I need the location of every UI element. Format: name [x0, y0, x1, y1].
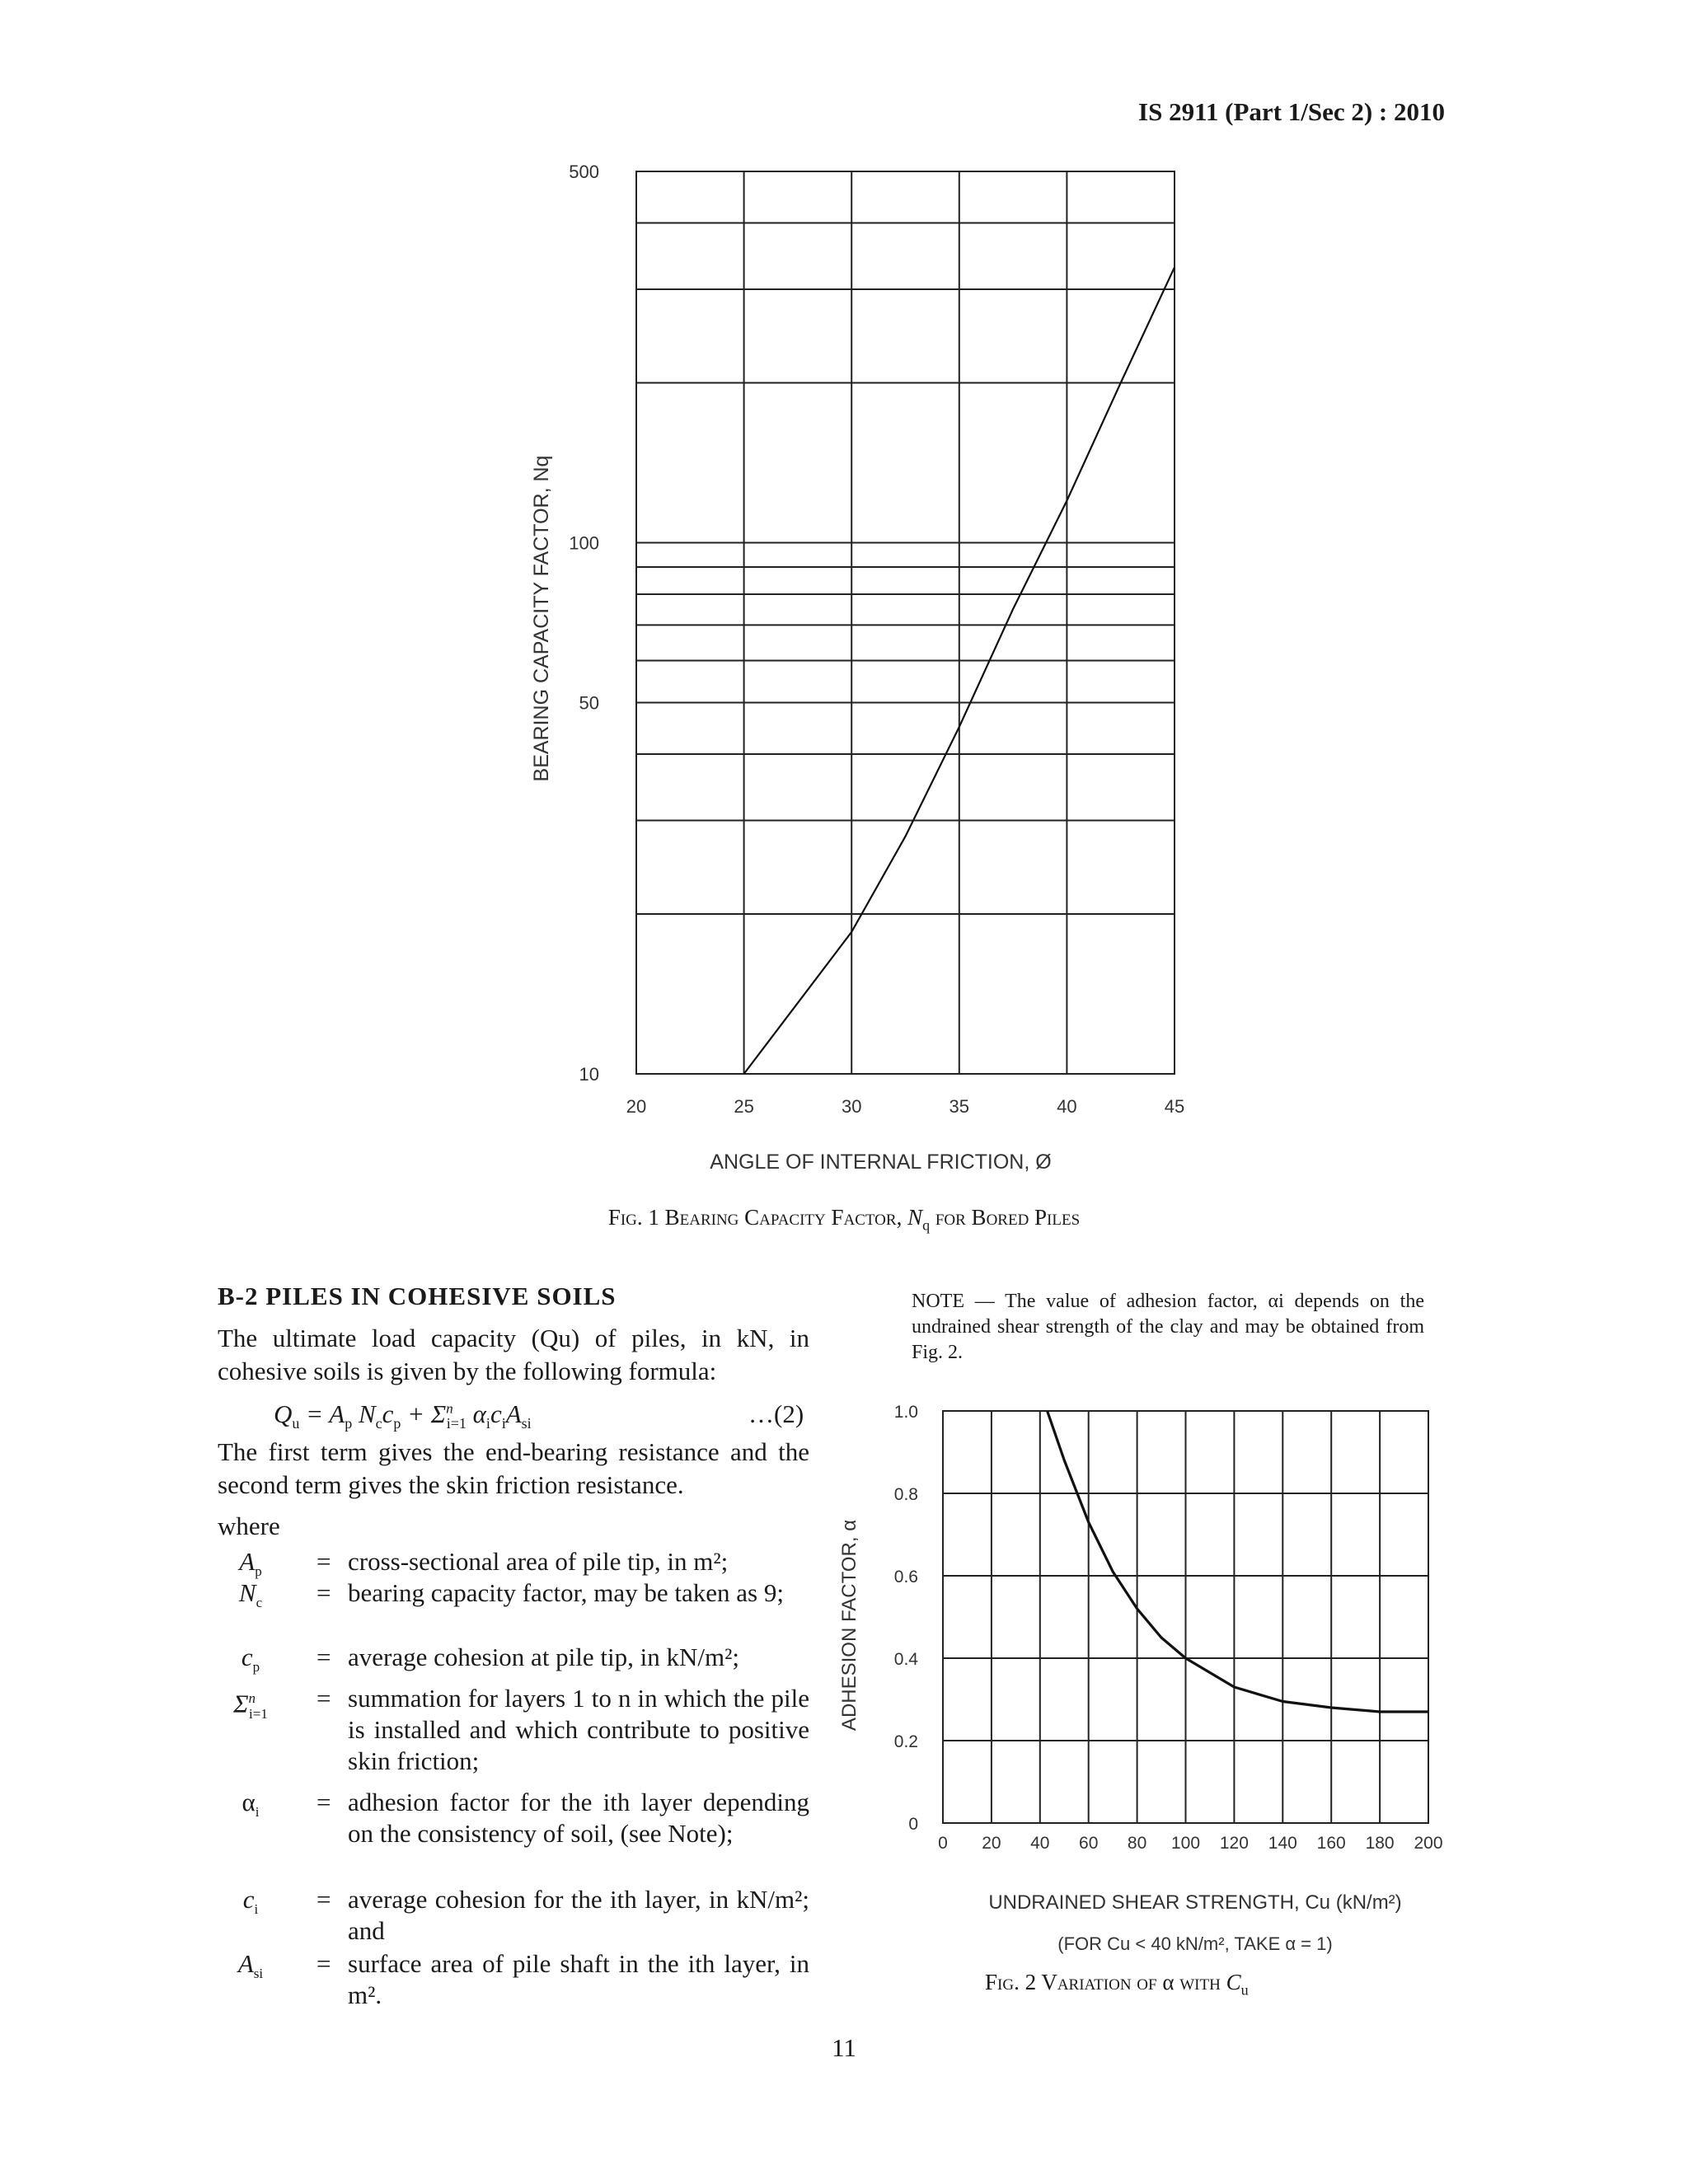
x-tick-label: 180: [1365, 1834, 1395, 1853]
x-tick-label: 45: [1164, 1096, 1185, 1117]
x-tick-label: 40: [1030, 1834, 1050, 1853]
definition-asi: $A_{si}$ = surface area of pile shaft in the ith layer, in m².: [218, 1948, 809, 2011]
definition-summation: $\Sigma^n_{i=1}$ = summation for layers 1 to n in which the pile is installed and which contribute to positive skin friction;: [218, 1683, 809, 1779]
x-tick-label: 35: [949, 1096, 970, 1117]
symbol-cp: $c_p$: [241, 1643, 260, 1675]
x-tick-label: 160: [1316, 1834, 1346, 1853]
x-tick-label: 100: [1170, 1834, 1201, 1853]
y-tick-label: 0.2: [893, 1732, 918, 1751]
definition-text: summation for layers 1 to n in which the pile is installed and which contribute to positive skin friction;: [348, 1684, 809, 1775]
x-axis-note: (FOR Cu < 40 kN/m², TAKE α = 1): [1057, 1933, 1333, 1954]
x-tick-label: 40: [1057, 1096, 1077, 1117]
section-heading: B-2 PILES IN COHESIVE SOILS: [218, 1282, 617, 1310]
bearing-capacity-chart: [511, 148, 1220, 1203]
y-tick-label: 50: [579, 692, 599, 714]
x-tick-label: 25: [734, 1096, 754, 1117]
y-tick-label: 0.6: [893, 1568, 918, 1586]
symbol-asi: $A_{si}$: [237, 1949, 264, 1982]
figure-2-caption: [985, 1970, 1249, 1999]
x-tick-label: 20: [626, 1096, 647, 1117]
symbol-summation: $\Sigma^n_{i=1}$: [233, 1689, 268, 1722]
y-tick-label: 500: [569, 162, 599, 182]
definition-alpha: $\alpha_i$ = adhesion factor for the ith layer depending on the consistency of soil, (see Note);: [218, 1787, 809, 1882]
fig1-caption-suffix: for Bored Piles: [930, 1205, 1081, 1230]
fig2-caption-with: with: [1174, 1970, 1226, 1994]
symbol-alpha: $\alpha_i$: [241, 1788, 260, 1821]
y-tick-label: 10: [579, 1064, 599, 1085]
where-label: where: [218, 1511, 280, 1540]
fig2-caption-subscript: u: [1240, 1981, 1249, 1999]
symbol-ap: $A_p$: [239, 1547, 262, 1580]
x-tick-label: 0: [938, 1834, 948, 1853]
fig2-caption-alpha: α: [1162, 1970, 1175, 1994]
plot-frame: [636, 171, 1175, 1074]
x-axis-label: UNDRAINED SHEAR STRENGTH, Cu (kN/m²): [988, 1891, 1402, 1914]
load-capacity-formula: $Q_u = A_p$ $N_cc_p + \Sigma^n_{i=1}$ $\alpha_ic_iA_{si}$: [274, 1399, 532, 1432]
alpha-curve: [1048, 1411, 1428, 1712]
definition-text: bearing capacity factor, may be taken as 9;: [348, 1578, 784, 1607]
y-tick-label: 0: [908, 1815, 918, 1834]
symbol-ci: $c_i$: [242, 1885, 259, 1918]
y-tick-label: 0.4: [893, 1650, 918, 1669]
definition-text: average cohesion for the ith layer, in kN/m²; and: [348, 1885, 809, 1945]
explanation-paragraph: The first term gives the end-bearing resistance and the second term gives the skin friction resistance.: [218, 1437, 809, 1499]
definition-text: cross-sectional area of pile tip, in m²;: [348, 1547, 729, 1576]
fig1-caption-subscript: q: [922, 1216, 931, 1234]
x-tick-label: 120: [1219, 1834, 1249, 1853]
fig1-caption-prefix: Fig. 1 Bearing Capacity Factor,: [607, 1205, 908, 1230]
fig1-caption-symbol: N: [907, 1205, 923, 1230]
definition-text: adhesion factor for the ith layer depending on the consistency of soil, (see Note);: [348, 1788, 809, 1848]
y-tick-label: 0.8: [893, 1485, 918, 1504]
y-axis-label: ADHESION FACTOR, α: [838, 1519, 860, 1732]
intro-paragraph: The ultimate load capacity (Qu) of piles, in kN, in cohesive soils is given by the following formula:: [218, 1324, 809, 1385]
x-tick-label: 20: [982, 1834, 1001, 1853]
fig2-caption-prefix: Fig. 2 Variation of: [985, 1970, 1163, 1994]
x-tick-label: 140: [1268, 1834, 1297, 1853]
definition-text: surface area of pile shaft in the ith layer, in m².: [348, 1949, 809, 2009]
adhesion-factor-chart: [824, 1393, 1467, 1970]
definition-nc: $N_c$ = bearing capacity factor, may be taken as 9;: [218, 1577, 809, 1640]
x-tick-label: 30: [841, 1096, 862, 1117]
fig2-caption-symbol: C: [1226, 1970, 1241, 1994]
x-tick-label: 80: [1127, 1834, 1147, 1853]
definition-text: average cohesion at pile tip, in kN/m²;: [348, 1643, 740, 1671]
definition-ci: $c_i$ = average cohesion for the ith layer, in kN/m²; and: [218, 1884, 809, 1947]
x-axis-label: ANGLE OF INTERNAL FRICTION, Ø: [710, 1151, 1052, 1174]
document-header: IS 2911 (Part 1/Sec 2) : 2010: [1138, 97, 1445, 126]
y-tick-label: 100: [569, 532, 599, 554]
x-tick-label: 200: [1414, 1834, 1443, 1853]
definition-cp: $c_p$ = average cohesion at pile tip, in kN/m²;: [218, 1642, 809, 1675]
formula-number: …(2): [748, 1399, 804, 1428]
figure-1-caption: [0, 1205, 1688, 1234]
symbol-nc: $N_c$: [238, 1578, 263, 1611]
x-tick-label: 60: [1079, 1834, 1099, 1853]
adhesion-note: NOTE — The value of adhesion factor, αi depends on the undrained shear strength of the clay and may be obtained from Fig. 2.: [912, 1291, 1424, 1363]
page-number: 11: [832, 2033, 856, 2062]
definition-ap: $A_p$ = cross-sectional area of pile tip, in m²;: [218, 1546, 809, 1577]
y-axis-label: BEARING CAPACITY FACTOR, Nq: [530, 455, 553, 782]
y-tick-label: 1.0: [893, 1403, 918, 1422]
